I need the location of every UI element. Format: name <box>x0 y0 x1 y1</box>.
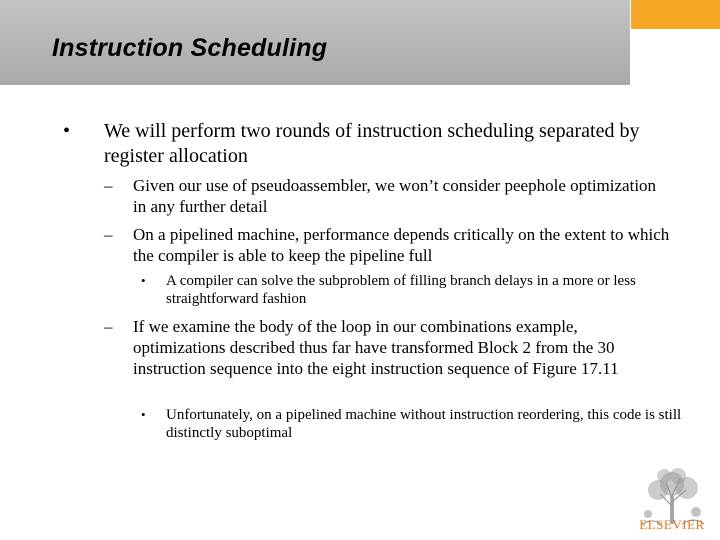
sub-bullet-text: Given our use of pseudoassembler, we won’t consider peephole optimization in any further detail <box>133 176 657 216</box>
sub-sub-bullet-text: Unfortunately, on a pipelined machine without instruction reordering, this code is still distinctly suboptimal <box>166 407 682 441</box>
sub-bullet-marker: – <box>104 225 113 244</box>
sub-sub-bullet-text: A compiler can solve the subproblem of filling branch delays in a more or less straightforward fashion <box>166 273 636 307</box>
sub-bullet-marker: – <box>104 317 113 336</box>
accent-divider <box>631 29 720 31</box>
sub-bullet-marker: – <box>104 176 113 195</box>
bullet-marker: • <box>63 120 71 142</box>
sub-bullet-text: On a pipelined machine, performance depends critically on the extent to which the compiler is able to keep the pipeline full <box>133 225 670 265</box>
slide-title: Instruction Scheduling <box>52 34 328 62</box>
elsevier-wordmark: ELSEVIER <box>639 517 705 532</box>
bullet-text: We will perform two rounds of instruction scheduling separated by register allocation <box>104 120 640 167</box>
sub-sub-bullet-marker: • <box>141 273 146 288</box>
sub-bullet-text: If we examine the body of the loop in our combinations example, optimizations described thus far have transformed Block 2 from the 30 instruction sequence into the eight instruction sequence of Figure 17.11 <box>133 317 619 378</box>
sub-sub-bullet-marker: • <box>141 407 146 422</box>
accent-block <box>631 0 720 29</box>
